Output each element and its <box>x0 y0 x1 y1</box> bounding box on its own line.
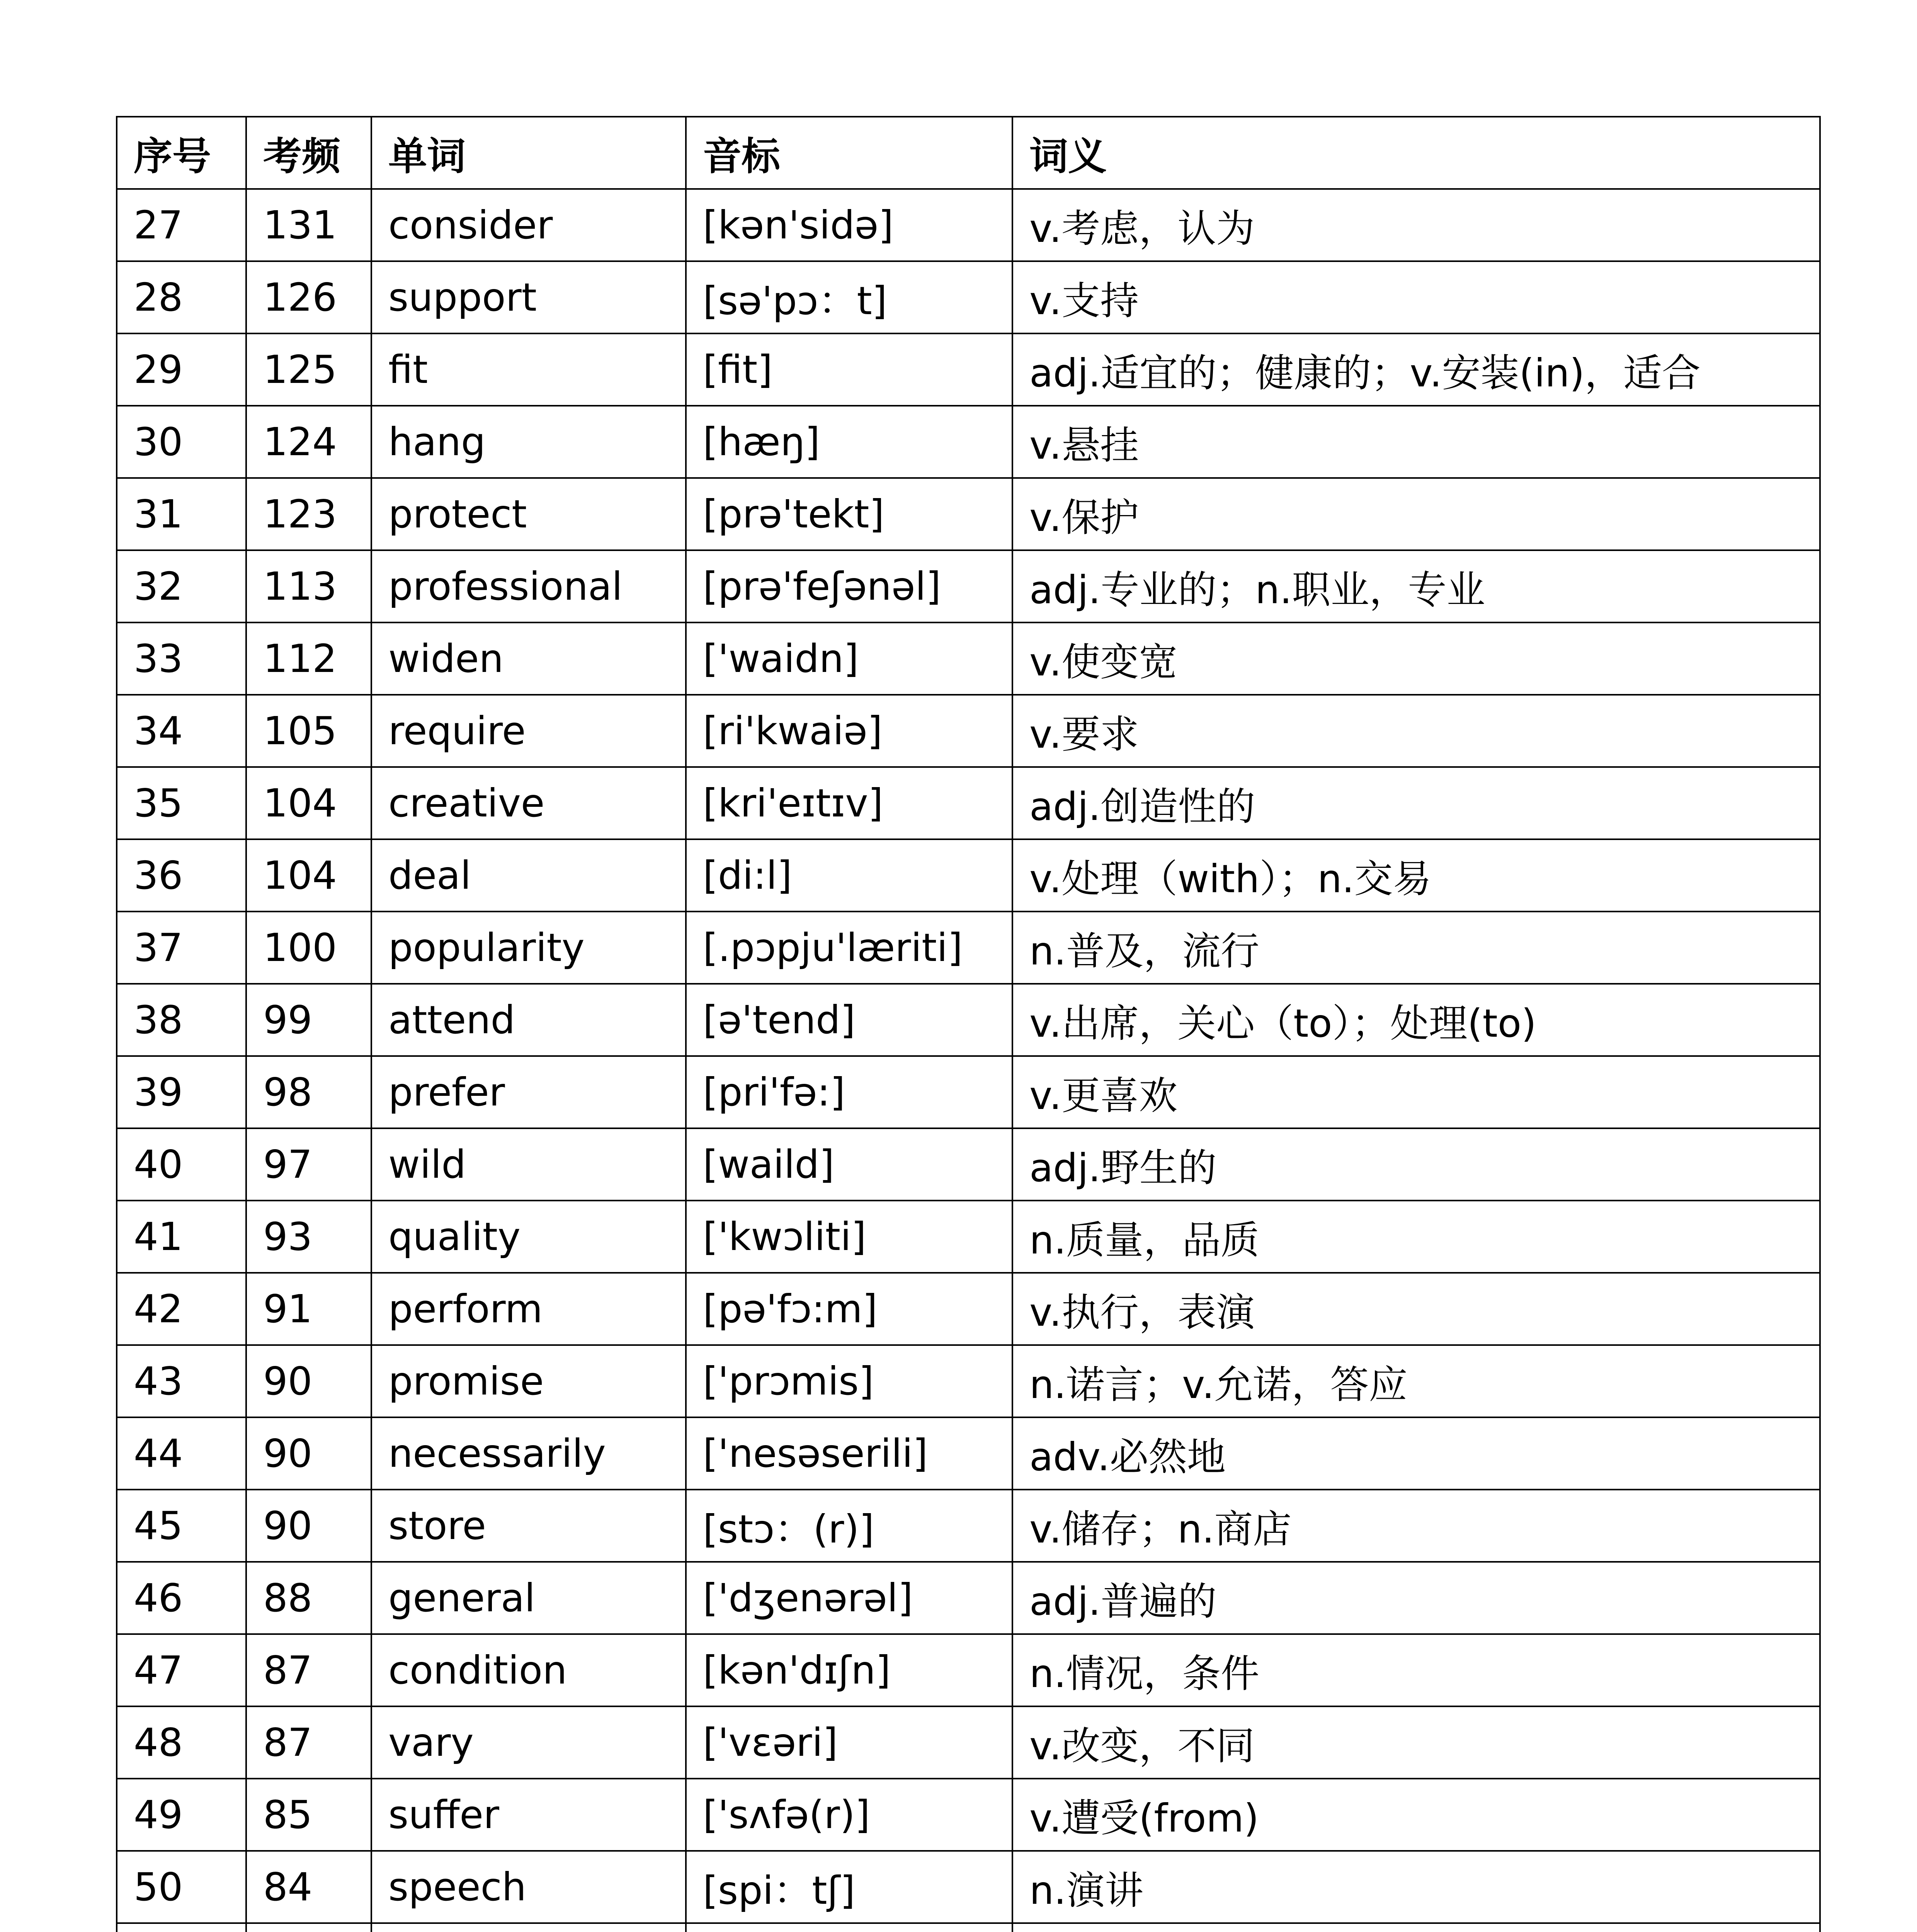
cell-frequency: 125 <box>246 333 371 406</box>
cell-index: 35 <box>117 767 246 839</box>
cell-frequency: 126 <box>246 261 371 333</box>
table-row <box>117 695 1820 767</box>
cell-index: 28 <box>117 261 246 333</box>
cell-word: support <box>371 261 686 333</box>
header-index: 序号 <box>117 117 246 189</box>
table-row <box>117 912 1820 984</box>
table-row <box>117 1417 1820 1490</box>
cell-phonetic: ['nesəserili] <box>686 1417 1012 1490</box>
cell-frequency: 105 <box>246 695 371 767</box>
cell-meaning: adj.创造性的 <box>1012 767 1820 839</box>
cell-frequency: 113 <box>246 550 371 622</box>
cell-meaning: n.情况，条件 <box>1012 1634 1820 1706</box>
cell-word: store <box>371 1490 686 1562</box>
cell-index: 34 <box>117 695 246 767</box>
cell-frequency: 124 <box>246 406 371 478</box>
table-header-row <box>117 117 1820 189</box>
cell-index: 29 <box>117 333 246 406</box>
cell-meaning: adj.适宜的；健康的；v.安装(in)，适合 <box>1012 333 1820 406</box>
table-row <box>117 1128 1820 1201</box>
cell-word: protect <box>371 478 686 550</box>
cell-frequency: 90 <box>246 1490 371 1562</box>
cell-index: 43 <box>117 1345 246 1417</box>
cell-frequency: 98 <box>246 1056 371 1128</box>
cell-frequency: 90 <box>246 1417 371 1490</box>
cell-frequency: 87 <box>246 1634 371 1706</box>
cell-index: 50 <box>117 1851 246 1923</box>
cell-word: vary <box>371 1706 686 1779</box>
cell-meaning: adj.野生的 <box>1012 1128 1820 1201</box>
cell-phonetic: [spi：tʃ] <box>686 1851 1012 1923</box>
cell-phonetic: [.pɔpju'læriti] <box>686 912 1012 984</box>
cell-index: 47 <box>117 1634 246 1706</box>
cell-meaning: v.遭受(from) <box>1012 1779 1820 1851</box>
cell-word: professional <box>371 550 686 622</box>
cell-meaning: v.要求 <box>1012 695 1820 767</box>
cell-meaning: adv.必然地 <box>1012 1417 1820 1490</box>
cell-phonetic: [waild] <box>686 1128 1012 1201</box>
cell-index: 36 <box>117 839 246 912</box>
cell-meaning: adj.普遍的 <box>1012 1562 1820 1634</box>
cell-meaning: v.出席，关心（to）；处理(to) <box>1012 984 1820 1056</box>
cell-meaning: v.储存；n.商店 <box>1012 1490 1820 1562</box>
cell-phonetic <box>686 1923 1012 1932</box>
table-row <box>117 1273 1820 1345</box>
cell-frequency: 131 <box>246 189 371 261</box>
cell-word: quality <box>371 1201 686 1273</box>
cell-phonetic: ['dʒenərəl] <box>686 1562 1012 1634</box>
cell-frequency: 87 <box>246 1706 371 1779</box>
cell-word: prefer <box>371 1056 686 1128</box>
cell-phonetic: ['waidn] <box>686 622 1012 695</box>
cell-phonetic: [kən'sidə] <box>686 189 1012 261</box>
cell-index: 27 <box>117 189 246 261</box>
cell-phonetic: [fit] <box>686 333 1012 406</box>
cell-frequency: 90 <box>246 1345 371 1417</box>
table-row <box>117 1562 1820 1634</box>
table-body <box>117 189 1820 1932</box>
table-row <box>117 1201 1820 1273</box>
cell-meaning: v.改变，不同 <box>1012 1706 1820 1779</box>
table-row <box>117 478 1820 550</box>
cell-phonetic: ['kwɔliti] <box>686 1201 1012 1273</box>
cell-word: consider <box>371 189 686 261</box>
table-row <box>117 1851 1820 1923</box>
table-row <box>117 1345 1820 1417</box>
cell-phonetic: ['prɔmis] <box>686 1345 1012 1417</box>
cell-frequency: 104 <box>246 839 371 912</box>
cell-index: 42 <box>117 1273 246 1345</box>
cell-phonetic: [stɔ：(r)] <box>686 1490 1012 1562</box>
cell-phonetic: [hæŋ] <box>686 406 1012 478</box>
cell-meaning: v.使变宽 <box>1012 622 1820 695</box>
cell-frequency: 85 <box>246 1779 371 1851</box>
cell-word: attend <box>371 984 686 1056</box>
table-row <box>117 1779 1820 1851</box>
cell-index: 41 <box>117 1201 246 1273</box>
cell-index: 49 <box>117 1779 246 1851</box>
table-row <box>117 1706 1820 1779</box>
table-row <box>117 189 1820 261</box>
cell-frequency: 93 <box>246 1201 371 1273</box>
table-row <box>117 261 1820 333</box>
cell-index <box>117 1923 246 1932</box>
cell-phonetic: [pri'fə:] <box>686 1056 1012 1128</box>
cell-index: 38 <box>117 984 246 1056</box>
cell-word: necessarily <box>371 1417 686 1490</box>
cell-word: wild <box>371 1128 686 1201</box>
table-row <box>117 550 1820 622</box>
header-word: 单词 <box>371 117 686 189</box>
cell-frequency: 112 <box>246 622 371 695</box>
table-row <box>117 984 1820 1056</box>
cell-phonetic: [pə'fɔ:m] <box>686 1273 1012 1345</box>
cell-phonetic: [prə'feʃənəl] <box>686 550 1012 622</box>
cell-meaning: v.考虑，认为 <box>1012 189 1820 261</box>
cell-phonetic: [kən'dɪʃn] <box>686 1634 1012 1706</box>
cell-frequency: 99 <box>246 984 371 1056</box>
cell-word: widen <box>371 622 686 695</box>
cell-meaning: adj.专业的；n.职业，专业 <box>1012 550 1820 622</box>
cell-meaning: v.保护 <box>1012 478 1820 550</box>
cell-meaning: v.执行，表演 <box>1012 1273 1820 1345</box>
cell-meaning: v.支持 <box>1012 261 1820 333</box>
cell-meaning: v.更喜欢 <box>1012 1056 1820 1128</box>
cell-meaning: v.悬挂 <box>1012 406 1820 478</box>
table-row <box>117 1490 1820 1562</box>
table-row <box>117 622 1820 695</box>
cell-meaning: v.处理（with）；n.交易 <box>1012 839 1820 912</box>
cell-frequency: 97 <box>246 1128 371 1201</box>
cell-index: 32 <box>117 550 246 622</box>
cell-frequency: 91 <box>246 1273 371 1345</box>
cell-frequency: 88 <box>246 1562 371 1634</box>
cell-phonetic: [ə'tend] <box>686 984 1012 1056</box>
header-meaning: 词义 <box>1012 117 1820 189</box>
table-row <box>117 1634 1820 1706</box>
cell-word: popularity <box>371 912 686 984</box>
cell-phonetic: ['sʌfə(r)] <box>686 1779 1012 1851</box>
cell-meaning: n.质量，品质 <box>1012 1201 1820 1273</box>
cell-meaning: n.诺言；v.允诺，答应 <box>1012 1345 1820 1417</box>
cell-phonetic: ['vɛəri] <box>686 1706 1012 1779</box>
vocab-table <box>116 116 1821 1932</box>
cell-index: 37 <box>117 912 246 984</box>
cell-frequency: 100 <box>246 912 371 984</box>
table-row <box>117 406 1820 478</box>
cell-frequency: 84 <box>246 1851 371 1923</box>
cell-index: 33 <box>117 622 246 695</box>
cell-word: hang <box>371 406 686 478</box>
table-row <box>117 1923 1820 1932</box>
cell-index: 30 <box>117 406 246 478</box>
cell-index: 31 <box>117 478 246 550</box>
cell-phonetic: [sə'pɔ：t] <box>686 261 1012 333</box>
cell-index: 45 <box>117 1490 246 1562</box>
cell-frequency: 123 <box>246 478 371 550</box>
table-row <box>117 767 1820 839</box>
header-phonetic: 音标 <box>686 117 1012 189</box>
cell-word: promise <box>371 1345 686 1417</box>
cell-word: creative <box>371 767 686 839</box>
table-row <box>117 839 1820 912</box>
cell-meaning: n.演讲 <box>1012 1851 1820 1923</box>
cell-word: deal <box>371 839 686 912</box>
cell-meaning <box>1012 1923 1820 1932</box>
cell-phonetic: [di:l] <box>686 839 1012 912</box>
cell-index: 39 <box>117 1056 246 1128</box>
cell-word: require <box>371 695 686 767</box>
cell-phonetic: [ri'kwaiə] <box>686 695 1012 767</box>
cell-meaning: n.普及，流行 <box>1012 912 1820 984</box>
cell-index: 40 <box>117 1128 246 1201</box>
cell-word <box>371 1923 686 1932</box>
cell-index: 48 <box>117 1706 246 1779</box>
table-row <box>117 1056 1820 1128</box>
cell-word: condition <box>371 1634 686 1706</box>
table-row <box>117 333 1820 406</box>
cell-word: general <box>371 1562 686 1634</box>
cell-index: 46 <box>117 1562 246 1634</box>
cell-word: fit <box>371 333 686 406</box>
header-frequency: 考频 <box>246 117 371 189</box>
cell-word: suffer <box>371 1779 686 1851</box>
cell-phonetic: [prə'tekt] <box>686 478 1012 550</box>
cell-frequency <box>246 1923 371 1932</box>
cell-index: 44 <box>117 1417 246 1490</box>
cell-word: perform <box>371 1273 686 1345</box>
cell-frequency: 104 <box>246 767 371 839</box>
cell-phonetic: [kri'eɪtɪv] <box>686 767 1012 839</box>
cell-word: speech <box>371 1851 686 1923</box>
